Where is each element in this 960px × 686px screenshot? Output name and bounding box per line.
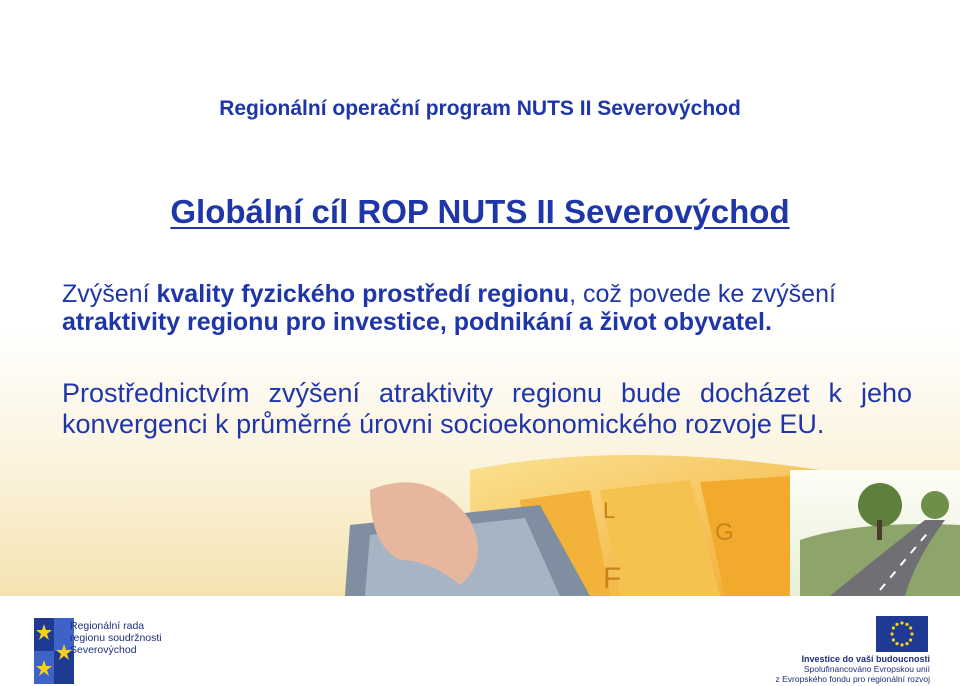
header-title: Regionální operační program NUTS II Severovýchod xyxy=(219,97,741,120)
rrrs-stars-logo-icon xyxy=(34,618,74,684)
paragraph-convergence: Prostřednictvím zvýšení atraktivity regionu bude docházet k jeho konvergenci k průměrné úrovni socioekonomického rozvoje EU. xyxy=(62,378,912,439)
rrrs-logo-text: Regionální rada regionu soudržnosti Severovýchod xyxy=(70,620,162,656)
svg-text:F: F xyxy=(603,562,622,595)
eu-flag-icon xyxy=(876,616,928,652)
main-title: Globální cíl ROP NUTS II Severovýchod xyxy=(170,193,790,230)
svg-text:L: L xyxy=(603,498,616,523)
svg-text:G: G xyxy=(715,519,734,546)
eu-funding-text: Investice do vaší budoucnosti Spolufinancováno Evropskou unií z Evropského fondu pro regionální rozvoj xyxy=(775,654,930,684)
footer xyxy=(0,596,960,686)
paragraph-goal: Zvýšení kvality fyzického prostředí regionu, což povede ke zvýšení atraktivity regionu pro investice, podnikání a život obyvatel. xyxy=(62,280,836,336)
